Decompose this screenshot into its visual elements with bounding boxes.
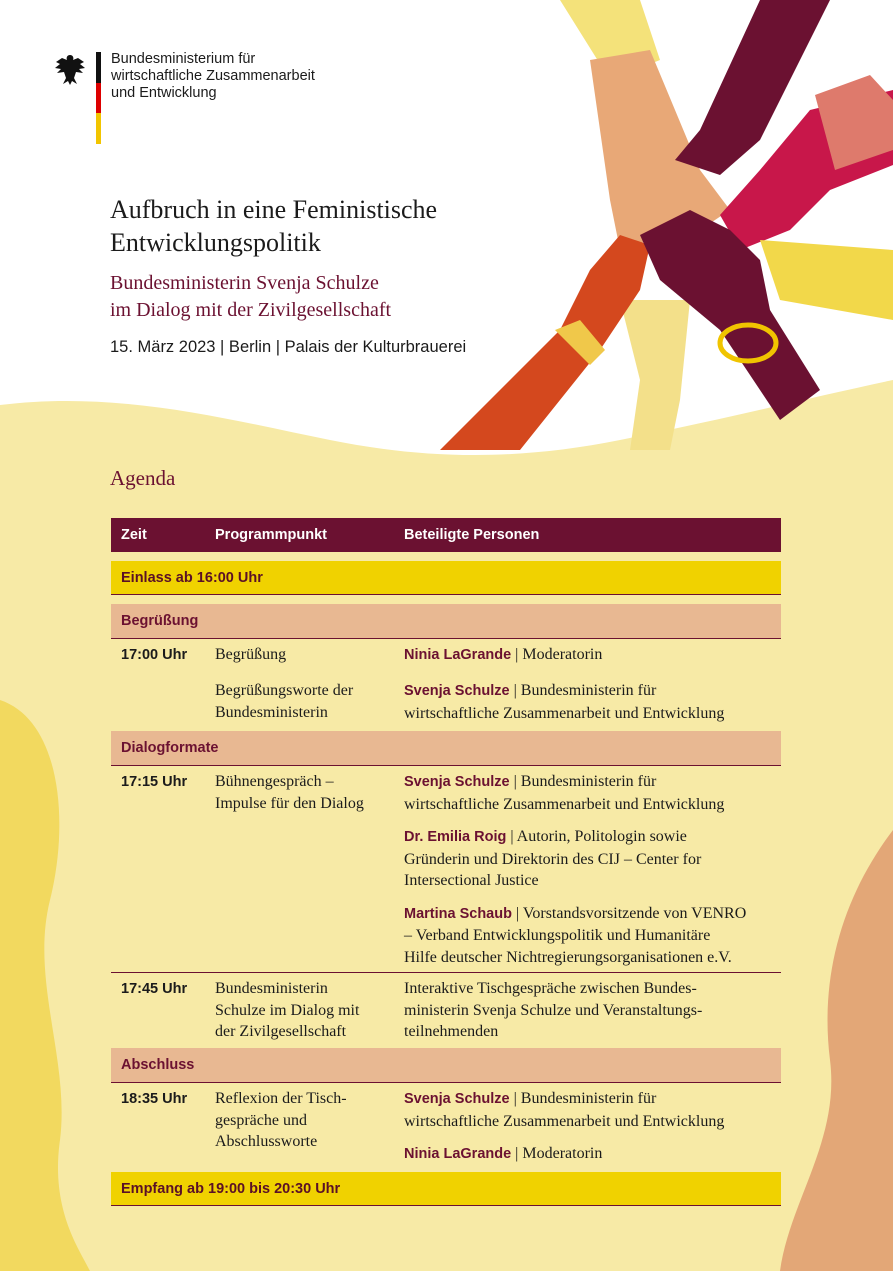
persons-cell: Ninia LaGrande | Moderatorin [404,646,603,663]
section-dialogformate: Dialogformate [111,731,781,766]
program-cell: Begrüßung [215,646,287,663]
persons-cell: Svenja Schulze | Bundesministerin für wirtschaftliche Zusammenarbeit und Entwicklung Dr. Emilia Roig | Autorin, Politologin sowie Gründerin und Direktorin des CIJ – Center for Intersectional Justice Martina Schaub | Vorstandsvorsitzende von VENRO – Verband Entwicklungspolitik und Humanitäre Hilfe deutscher Nichtregierungsorganisationen e.V. [404,773,747,966]
einlass-bar: Einlass ab 16:00 Uhr [111,561,781,595]
program-cell: Bühnengespräch – Impulse für den Dialog [215,773,364,812]
agenda-table [111,518,781,1206]
program-cell: Reflexion der Tisch- gespräche und Abschlussworte [215,1090,347,1150]
time-cell: 17:15 Uhr [121,774,188,790]
federal-eagle-icon [52,52,88,88]
time-cell: 17:00 Uhr [121,647,188,663]
time-cell: 17:45 Uhr [121,981,188,997]
table-row [111,973,781,1048]
flag-bar [96,52,101,144]
person-name: Ninia LaGrande [404,647,512,663]
empfang-bar: Empfang ab 19:00 bis 20:30 Uhr [111,1172,781,1206]
ministry-logo [52,52,315,144]
table-row [111,766,781,973]
persons-cell: Svenja Schulze | Bundesministerin für wirtschaftliche Zusammenarbeit und Entwicklung Ninia LaGrande | Moderatorin [404,1090,725,1162]
page-subtitle: Bundesministerin Svenja Schulze im Dialog mit der Zivilgesellschaft [110,272,392,321]
persons-cell: Svenja Schulze | Bundesministerin für wirtschaftliche Zusammenarbeit und Entwicklung [404,682,725,722]
person-name: Svenja Schulze [404,1091,510,1107]
program-cell: Bundesministerin Schulze im Dialog mit der Zivilgesellschaft [215,980,360,1040]
table-row [111,639,781,731]
header-zeit: Zeit [121,527,147,543]
persons-cell: Interaktive Tischgespräche zwischen Bundes- ministerin Svenja Schulze und Veranstaltungs- teilnehmenden [404,980,703,1040]
header-programmpunkt: Programmpunkt [215,527,327,543]
agenda-heading: Agenda [110,466,176,490]
person-name: Ninia LaGrande [404,1146,512,1162]
person-name: Svenja Schulze [404,774,510,790]
person-name: Svenja Schulze [404,683,510,699]
program-cell: Begrüßungsworte der Bundesministerin [215,682,354,721]
page-title: Aufbruch in eine Feministische Entwicklungspolitik [110,195,438,257]
ministry-name: Bundesministerium für wirtschaftliche Zusammenarbeit und Entwicklung [111,51,315,101]
time-cell: 18:35 Uhr [121,1091,188,1107]
person-name: Martina Schaub [404,905,512,922]
person-name: Dr. Emilia Roig [404,829,507,845]
header-beteiligte: Beteiligte Personen [404,527,540,543]
section-begruessung: Begrüßung [111,604,781,639]
hands-illustration [440,0,893,450]
table-row [111,1083,781,1172]
section-abschluss: Abschluss [111,1048,781,1083]
event-date-location: 15. März 2023 | Berlin | Palais der Kulturbrauerei [110,338,467,356]
table-header [111,518,781,552]
